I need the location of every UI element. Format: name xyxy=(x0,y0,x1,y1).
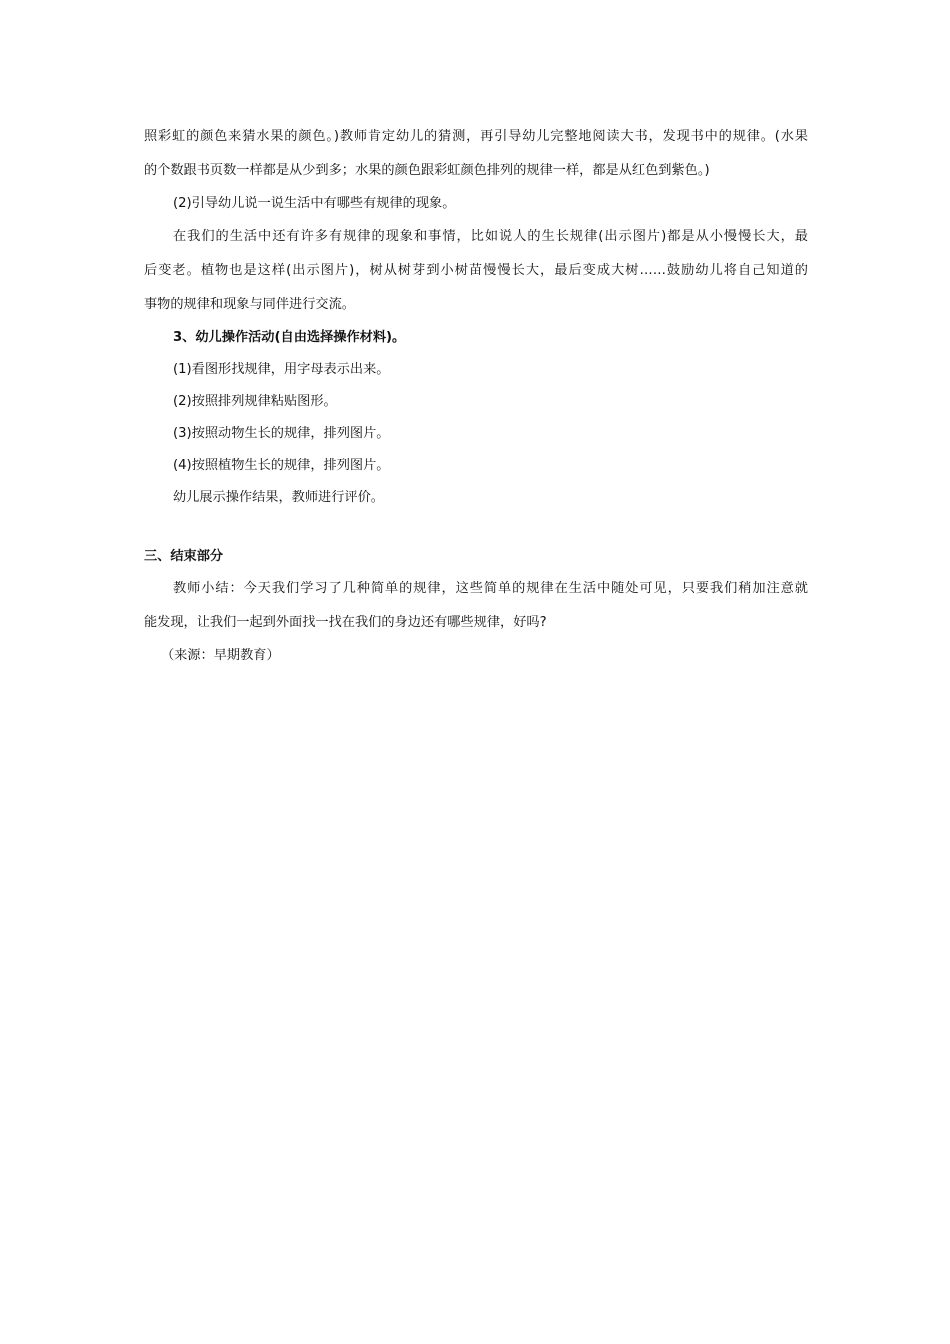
step-3-item: (1)看图形找规律，用字母表示出来。 xyxy=(173,362,390,377)
step-3-result: 幼儿展示操作结果，教师进行评价。 xyxy=(173,490,384,505)
spacer xyxy=(144,514,808,542)
paragraph-fruit-rainbow xyxy=(144,120,808,188)
paragraph-life-patterns xyxy=(144,220,808,322)
item-2-discuss-patterns: (2)引导幼儿说一说生活中有哪些有规律的现象。 xyxy=(173,196,456,211)
text-line: 的个数跟书页数一样都是从少到多；水果的颜色跟彩虹颜色排列的规律一样，都是从红色到紫色。) xyxy=(144,163,710,178)
text-line: 教师小结：今天我们学习了几种简单的规律，这些简单的规律在生活中随处可见，只要我们稍加注意就 xyxy=(173,581,808,596)
step-3-item: (2)按照排列规律粘贴图形。 xyxy=(173,394,337,409)
document-body xyxy=(144,120,808,672)
paragraph-teacher-summary xyxy=(144,572,808,640)
step-3-item: (3)按照动物生长的规律，排列图片。 xyxy=(173,426,390,441)
text-line: 后变老。植物也是这样(出示图片)，树从树芽到小树苗慢慢长大，最后变成大树……鼓励幼儿将自己知道的 xyxy=(144,263,808,278)
text-line: 能发现，让我们一起到外面找一找在我们的身边还有哪些规律，好吗? xyxy=(144,615,547,630)
step-3-item: (4)按照植物生长的规律，排列图片。 xyxy=(173,458,390,473)
section-3-heading: 三、结束部分 xyxy=(144,549,224,564)
text-line: 事物的规律和现象与同伴进行交流。 xyxy=(144,297,355,312)
source-note: （来源：早期教育） xyxy=(161,648,280,663)
text-line: 在我们的生活中还有许多有规律的现象和事情，比如说人的生长规律(出示图片)都是从小慢慢长大，最 xyxy=(173,229,808,244)
step-3-heading: 3、幼儿操作活动(自由选择操作材料)。 xyxy=(173,330,406,345)
text-line: 照彩虹的颜色来猜水果的颜色。)教师肯定幼儿的猜测，再引导幼儿完整地阅读大书，发现书中的规律。(水果 xyxy=(144,129,808,144)
